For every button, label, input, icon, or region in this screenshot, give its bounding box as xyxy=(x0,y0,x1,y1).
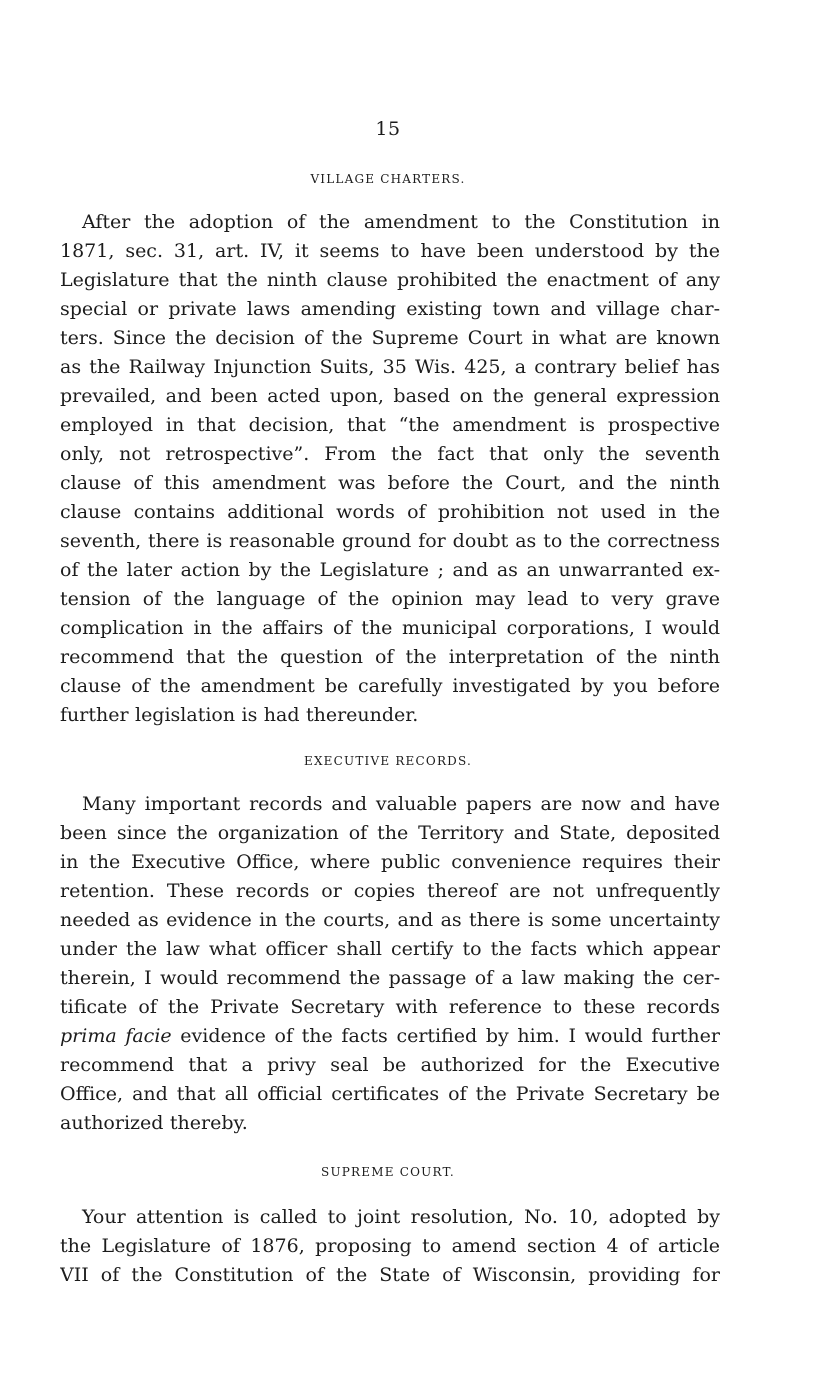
text-line: retention. These records or copies thereof are not unfrequently xyxy=(60,880,720,902)
paragraph-supreme-court xyxy=(60,1203,720,1290)
text-line: recommend that the question of the interpretation of the ninth xyxy=(60,646,720,668)
text-line: as the Railway Injunction Suits, 35 Wis. 425, a contrary belief has xyxy=(60,356,720,378)
text-line: needed as evidence in the courts, and as there is some uncertainty xyxy=(60,909,720,931)
text-line: tension of the language of the opinion may lead to very grave xyxy=(60,588,720,610)
text-line: recommend that a privy seal be authorized for the Executive xyxy=(60,1054,720,1076)
text-line-rest: evidence of the facts certified by him. I would further xyxy=(180,1025,720,1047)
text-line: only, not retrospective”. From the fact that only the seventh xyxy=(60,443,720,465)
text-line: under the law what officer shall certify to the facts which appear xyxy=(60,938,720,960)
text-line: been since the organization of the Territory and State, deposited xyxy=(60,822,720,844)
text-line: employed in that decision, that “the amendment is prospective xyxy=(60,414,720,436)
text-line: tificate of the Private Secretary with reference to these records xyxy=(60,996,720,1018)
text-line: of the later action by the Legislature ; and as an unwarranted ex- xyxy=(60,559,720,581)
paragraph-executive-records xyxy=(60,790,720,1138)
italic-phrase: prima facie xyxy=(60,1025,172,1047)
text-line: clause of this amendment was before the Court, and the ninth xyxy=(60,472,720,494)
text-line: special or private laws amending existing town and village char- xyxy=(60,298,720,320)
text-line: Many important records and valuable papers are now and have xyxy=(82,793,720,815)
text-line: Your attention is called to joint resolution, No. 10, adopted by xyxy=(82,1206,720,1228)
text-line: After the adoption of the amendment to the Constitution in xyxy=(82,211,720,233)
text-line: 1871, sec. 31, art. IV, it seems to have been understood by the xyxy=(60,240,720,262)
section-heading-executive-records: EXECUTIVE RECORDS. xyxy=(303,754,473,768)
text-line: Legislature that the ninth clause prohibited the enactment of any xyxy=(60,269,720,291)
text-line: seventh, there is reasonable ground for doubt as to the correctness xyxy=(60,530,720,552)
text-line: ters. Since the decision of the Supreme Court in what are known xyxy=(60,327,720,349)
text-line: the Legislature of 1876, proposing to amend section 4 of article xyxy=(60,1235,720,1257)
text-line: Office, and that all official certificates of the Private Secretary be xyxy=(60,1083,720,1105)
section-heading-supreme-court: SUPREME COURT. xyxy=(321,1165,455,1179)
text-line: further legislation is had thereunder. xyxy=(60,704,419,726)
text-line: clause of the amendment be carefully investigated by you before xyxy=(60,675,720,697)
text-line: complication in the affairs of the municipal corporations, I would xyxy=(60,617,720,639)
page-number: 15 xyxy=(375,118,401,140)
text-line: therein, I would recommend the passage of a law making the cer- xyxy=(60,967,720,989)
section-heading-village-charters: VILLAGE CHARTERS. xyxy=(310,172,466,186)
text-line: clause contains additional words of prohibition not used in the xyxy=(60,501,720,523)
text-line-with-italic xyxy=(60,1022,720,1051)
paragraph-village-charters xyxy=(60,208,720,730)
text-line: prevailed, and been acted upon, based on the general expression xyxy=(60,385,720,407)
text-line: authorized thereby. xyxy=(60,1112,248,1134)
text-line: in the Executive Office, where public convenience requires their xyxy=(60,851,720,873)
text-line: VII of the Constitution of the State of Wisconsin, providing for xyxy=(60,1264,720,1286)
